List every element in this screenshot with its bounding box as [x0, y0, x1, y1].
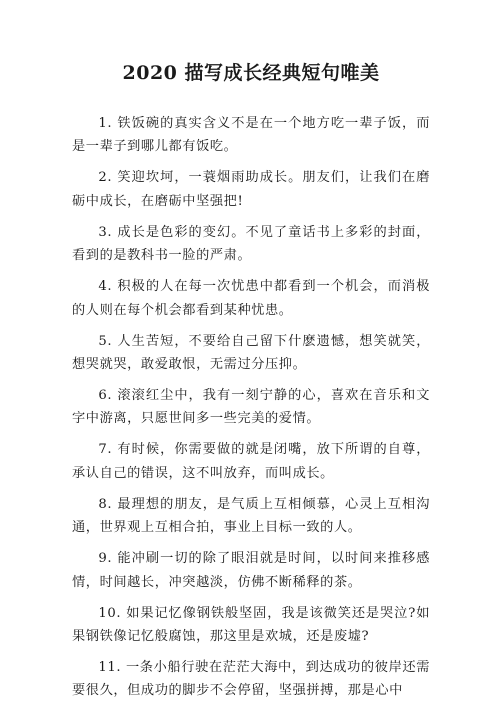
quote-list — [72, 112, 430, 703]
quote-item-1: 1. 铁饭碗的真实含义不是在一个地方吃一辈子饭，而是一辈子到哪儿都有饭吃。 — [72, 116, 430, 155]
document-title: 2020 描写成长经典短句唯美 — [122, 62, 380, 84]
quote-item-3: 3. 成长是色彩的变幻。不见了童话书上多彩的封面，看到的是教科书一脸的严肃。 — [72, 224, 430, 264]
quote-item-2: 2. 笑迎坎坷，一蓑烟雨助成长。朋友们，让我们在磨砺中成长，在磨砺中坚强把! — [72, 170, 430, 209]
quote-item-4: 4. 积极的人在每一次忧患中都看到一个机会，而消极的人则在每个机会都看到某种忧患。 — [72, 279, 430, 318]
quote-item-9: 9. 能冲刷一切的除了眼泪就是时间，以时间来推移感情，时间越长，冲突越淡，仿佛不断稀释的茶。 — [72, 551, 430, 590]
quote-item-6: 6. 滚滚红尘中，我有一刻宁静的心，喜欢在音乐和文字中游离，只愿世间多一些完美的爱情。 — [72, 388, 430, 427]
quote-item-8: 8. 最理想的朋友，是气质上互相倾慕，心灵上互相沟通，世界观上互相合拍，事业上目标一致的人。 — [72, 496, 430, 536]
quote-item-7: 7. 有时候，你需要做的就是闭嘴，放下所谓的自尊，承认自己的错误，这不叫放弃，而叫成长。 — [72, 442, 430, 481]
quote-item-5: 5. 人生苦短，不要给自己留下什麽遗憾，想笑就笑，想哭就哭，敢爱敢恨，无需过分压抑。 — [72, 333, 430, 373]
quote-item-10: 10. 如果记忆像钢铁般坚固，我是该微笑还是哭泣?如果钢铁像记忆般腐蚀，那这里是欢城，还是废墟? — [72, 605, 430, 645]
quote-item-11: 11. 一条小船行驶在茫茫大海中，到达成功的彼岸还需要很久，但成功的脚步不会停留，坚强拼搏，那是心中 — [72, 660, 430, 699]
